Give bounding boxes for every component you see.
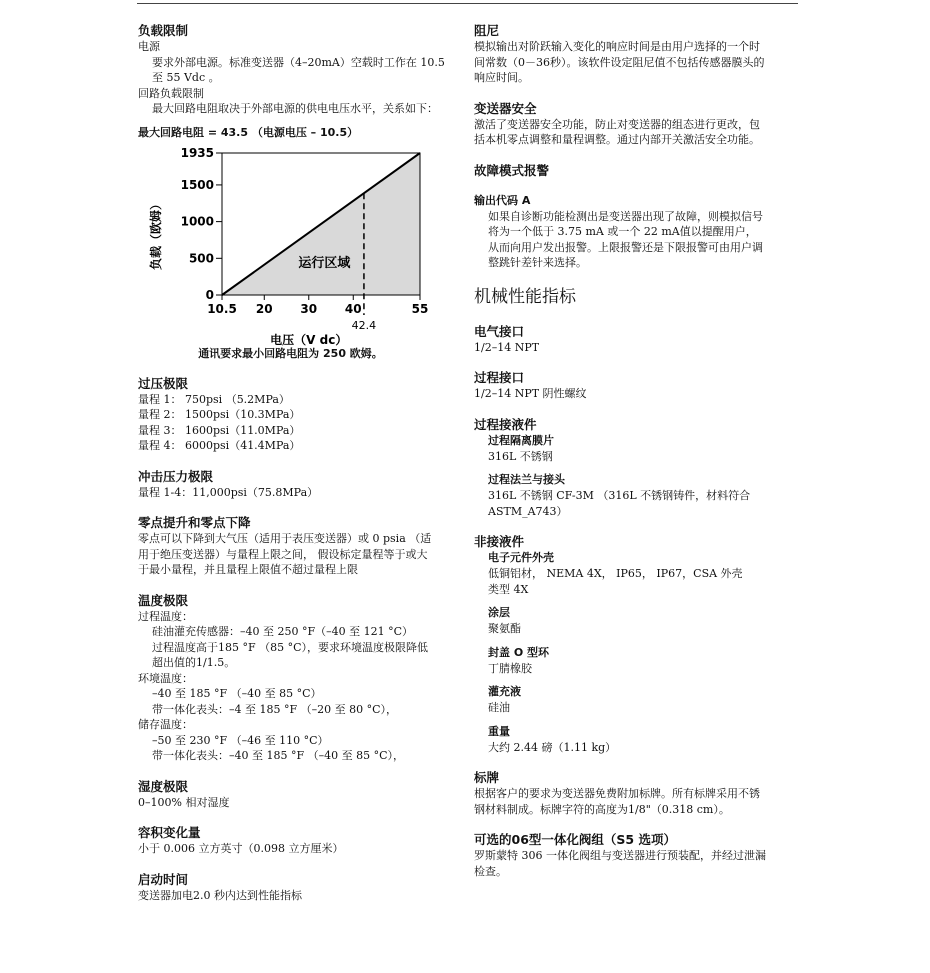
housing-text-1: 低铜铝材， NEMA 4X， IP65， IP67，CSA 外壳: [488, 567, 743, 580]
weight-title: 重量: [488, 724, 510, 738]
process-temp-label: 过程温度：: [138, 609, 193, 623]
flange-text-2: ASTM_A743）: [488, 504, 568, 518]
zero-line: 零点可以下降到大气压（适用于表压变送器）或 0 psia （适: [138, 532, 432, 545]
x-tick-label: 10.5: [207, 301, 237, 316]
electrical-text: 1/2–14 NPT: [474, 340, 540, 354]
security-title: 变送器安全: [474, 100, 537, 116]
storage-temp-label: 储存温度：: [138, 718, 193, 731]
burst-text: 量程 1-4：11,000psi（75.8MPa）: [138, 485, 319, 499]
extra-x-tick-label: 42.4: [351, 318, 377, 332]
y-tick-label: 1500: [180, 177, 214, 192]
damping-line: 模拟输出对阶跃输入变化的响应时间是由用户选择的一个时: [474, 40, 760, 53]
valve-title: 可选的06型一体化阀组（S5 选项）: [474, 832, 676, 847]
weight-text: 大约 2.44 磅（1.11 kg）: [488, 740, 617, 754]
load-chart-svg: [138, 141, 468, 346]
y-axis-label: 负载（欧姆）: [149, 197, 163, 270]
storage-temp-2: 带一体化表头：–40 至 185 °F （–40 至 85 °C），: [152, 749, 405, 762]
load-chart: [138, 141, 468, 346]
loop-text: 最大回路电阻取决于外部电源的供电电压水平，关系如下：: [152, 102, 438, 115]
burst-title: 冲击压力极限: [138, 468, 214, 484]
right-column: [474, 22, 799, 879]
valve-line: 检查。: [474, 864, 507, 878]
top-rule: [137, 3, 798, 4]
startup-title: 启动时间: [138, 871, 189, 887]
mechanical-title: 机械性能指标: [474, 286, 576, 307]
nonwetted-title: 非接液件: [474, 534, 525, 549]
temp-title: 温度极限: [138, 592, 189, 608]
y-tick-label: 0: [205, 287, 214, 302]
failure-line: 将为一个低于 3.75 mA 或一个 22 mA值以提醒用户，: [488, 225, 757, 238]
x-tick-label: 40: [344, 301, 362, 316]
ambient-temp-1: –40 至 185 °F （–40 至 85 °C）: [152, 687, 322, 700]
failure-line: 从而向用户发出报警。上限报警还是下限报警可由用户调: [488, 240, 763, 254]
zero-title: 零点提升和零点下降: [138, 515, 251, 530]
load-limit-title: 负载限制: [138, 23, 189, 38]
overpressure-line: 量程 2： 1500psi（10.3MPa）: [138, 408, 301, 421]
damping-title: 阻尼: [474, 23, 500, 38]
humidity-text: 0–100% 相对湿度: [138, 795, 230, 809]
process-temp-3: 超出值的1/1.5。: [152, 656, 236, 669]
tag-title: 标牌: [474, 770, 500, 785]
fill-fluid-title: 灌充液: [488, 685, 521, 698]
security-line: 激活了变送器安全功能，防止对变送器的组态进行更改，包: [474, 117, 760, 131]
x-tick-label: 30: [300, 301, 318, 316]
y-tick-label: 1000: [180, 214, 214, 229]
overpressure-line: 量程 1： 750psi （5.2MPa）: [138, 392, 290, 406]
zero-line: 用于绝压变送器）与量程上限之间， 假设标定量程等于或大: [138, 547, 428, 561]
valve-line: 罗斯蒙特 306 一体化阀组与变送器进行预装配，并经过泄漏: [474, 849, 766, 862]
power-text-2: 至 55 Vdc 。: [152, 71, 220, 84]
process-temp-1: 硅油灌充传感器：–40 至 250 °F（–40 至 121 °C）: [152, 625, 414, 638]
x-tick-label: 20: [255, 301, 273, 316]
region-label: 运行区域: [298, 255, 351, 271]
x-axis-label: 电压（V dc）: [270, 332, 348, 346]
coating-title: 涂层: [488, 606, 510, 619]
output-code-title: 输出代码 A: [474, 193, 531, 207]
x-tick-label: 55: [411, 301, 429, 316]
overpressure-line: 量程 4： 6000psi（41.4MPa）: [138, 439, 301, 452]
ambient-temp-2: 带一体化表头：–4 至 185 °F （–20 至 80 °C），: [152, 702, 398, 716]
coating-text: 聚氨酯: [488, 622, 521, 635]
power-text-1: 要求外部电源。标准变送器（4–20mA）空载时工作在 10.5: [152, 55, 445, 69]
max-resistance-formula: 最大回路电阻 = 43.5 （电源电压 – 10.5）: [138, 125, 359, 139]
tag-line: 根据客户的要求为变送器免费附加标牌。所有标牌采用不锈: [474, 787, 760, 800]
volume-title: 容积变化量: [138, 825, 201, 840]
failure-line: 整跳针差针来选择。: [488, 256, 587, 269]
tag-line: 钢材料制成。标牌字符的高度为1/8"（0.318 cm）。: [474, 802, 730, 816]
flange-title: 过程法兰与接头: [488, 473, 565, 486]
left-column: [138, 22, 468, 903]
damping-line: 间常数（0－36秒）。该软件设定阻尼值不包括传感器膜头的: [474, 55, 765, 69]
damping-line: 响应时间。: [474, 71, 529, 84]
diaphragm-text: 316L 不锈钢: [488, 449, 553, 463]
process-conn-text: 1/2–14 NPT 阴性螺纹: [474, 387, 587, 400]
electrical-title: 电气接口: [474, 323, 525, 339]
oring-title: 封盖 O 型环: [488, 645, 550, 659]
overpressure-title: 过压极限: [138, 375, 189, 391]
zero-line: 于最小量程，并且量程上限值不超过量程上限: [138, 563, 358, 576]
y-tick-label: 500: [188, 250, 214, 265]
storage-temp-1: –50 至 230 °F （–46 至 110 °C）: [152, 733, 329, 747]
failure-title: 故障模式报警: [474, 162, 550, 178]
overpressure-line: 量程 3： 1600psi（11.0MPa）: [138, 423, 301, 437]
process-conn-title: 过程接口: [474, 370, 525, 385]
oring-text: 丁腈橡胶: [488, 661, 532, 675]
ambient-temp-label: 环境温度：: [138, 671, 193, 685]
volume-text: 小于 0.006 立方英寸（0.098 立方厘米）: [138, 842, 344, 855]
power-label: 电源: [138, 40, 160, 53]
housing-text-2: 类型 4X: [488, 582, 529, 596]
diaphragm-title: 过程隔离膜片: [488, 433, 554, 447]
fill-fluid-text: 硅油: [488, 701, 510, 714]
process-temp-2: 过程温度高于185 °F （85 °C），要求环境温度极限降低: [152, 640, 429, 654]
wetted-title: 过程接液件: [474, 416, 537, 432]
housing-title: 电子元件外壳: [488, 551, 554, 564]
loop-label: 回路负载限制: [138, 86, 204, 100]
y-tick-label: 1935: [180, 145, 214, 160]
flange-text-1: 316L 不锈钢 CF-3M （316L 不锈钢铸件，材料符合: [488, 489, 751, 502]
security-line: 括本机零点调整和量程调整。通过内部开关激活安全功能。: [474, 133, 760, 146]
startup-text: 变送器加电2.0 秒内达到性能指标: [138, 888, 302, 902]
chart-caption: 通讯要求最小回路电阻为 250 欧姆。: [198, 346, 383, 360]
humidity-title: 湿度极限: [138, 778, 189, 794]
failure-line: 如果自诊断功能检测出是变送器出现了故障，则模拟信号: [488, 209, 763, 223]
